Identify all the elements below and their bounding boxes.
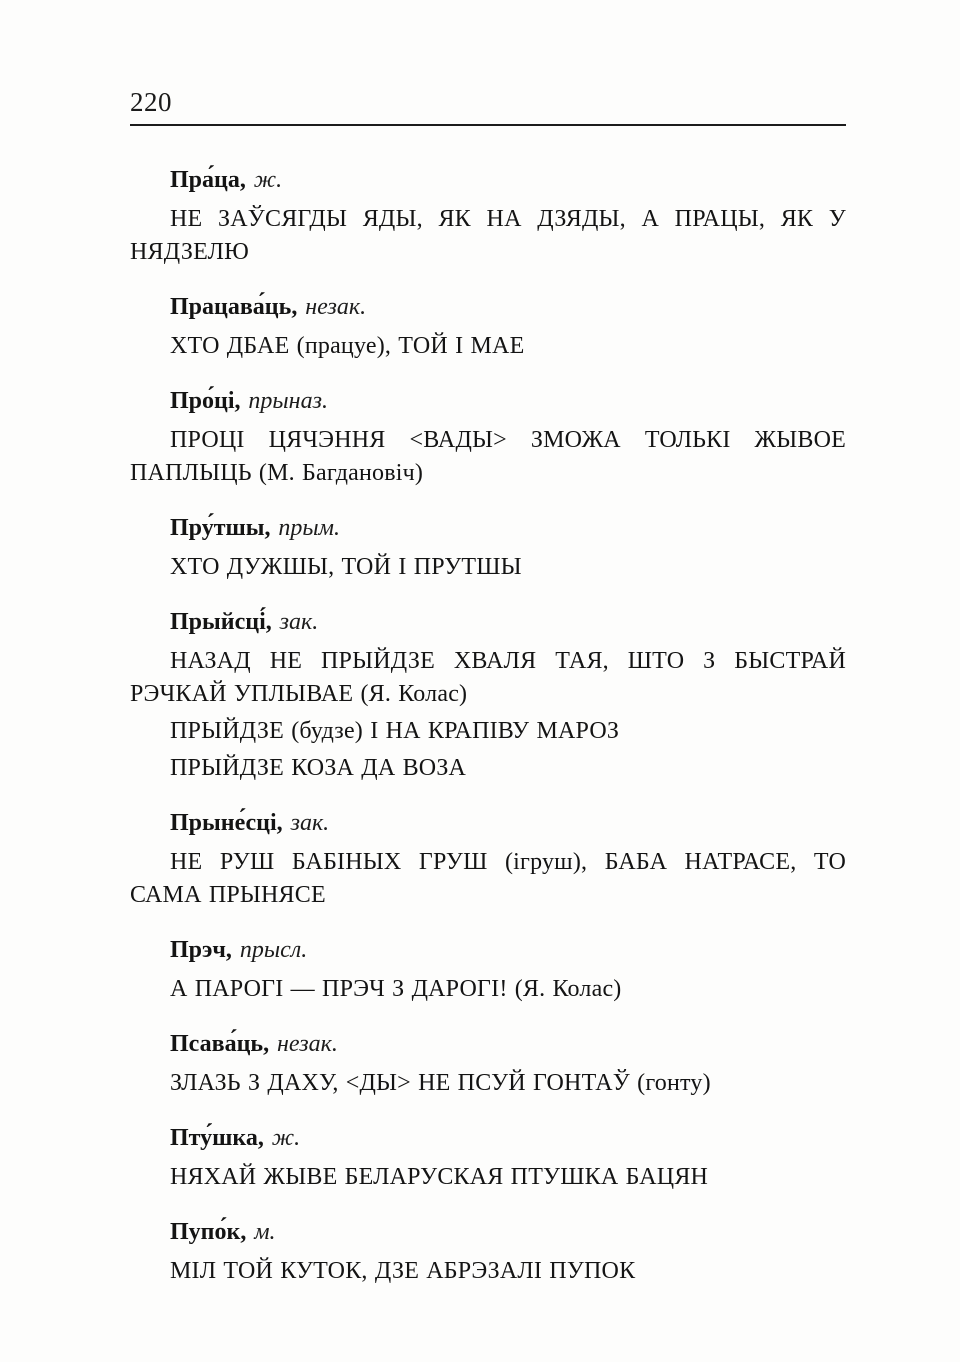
proverb-text: ПРОЦІ ЦЯЧЭННЯ <ВАДЫ> ЗМОЖА ТОЛЬКІ ЖЫВОЕ ПАПЛЫЦЬ (М. Багдановіч) bbox=[130, 426, 846, 486]
proverb-text: МІЛ ТОЙ КУТОК, ДЗЕ АБРЭЗАЛІ ПУПОК bbox=[170, 1257, 636, 1284]
entry-headline bbox=[130, 807, 846, 840]
entry-headline bbox=[130, 512, 846, 545]
dictionary-entry bbox=[130, 807, 846, 912]
entry-pos-label: зак. bbox=[290, 809, 330, 836]
proverb-text: НЕ РУШ БАБІНЫХ ГРУШ (ігруш), БАБА НАТРАСЕ, ТО САМА ПРЫНЯСЕ bbox=[130, 848, 846, 908]
dictionary-entry bbox=[130, 164, 846, 269]
entry-headword: Про́ці, bbox=[170, 387, 241, 414]
entry-headword: Пупо́к, bbox=[170, 1218, 247, 1245]
entry-headline bbox=[130, 1216, 846, 1249]
proverb-text: ХТО ДБАЕ (працуе), ТОЙ І МАЕ bbox=[170, 332, 525, 359]
dictionary-entry bbox=[130, 1028, 846, 1100]
proverb-text: А ПАРОГІ — ПРЭЧ З ДАРОГІ! (Я. Колас) bbox=[170, 975, 622, 1002]
entry-headword: Псава́ць, bbox=[170, 1030, 270, 1057]
entry-pos-label: ж. bbox=[271, 1124, 301, 1151]
entry-headline bbox=[130, 1028, 846, 1061]
page-header bbox=[130, 88, 846, 126]
entry-headword: Пру́тшы, bbox=[170, 514, 271, 541]
entry-pos-label: незак. bbox=[305, 293, 367, 320]
header-rule bbox=[130, 124, 846, 126]
dictionary-entries bbox=[130, 164, 846, 1288]
proverb-text: ПРЫЙДЗЕ (будзе) І НА КРАПІВУ МАРОЗ bbox=[170, 717, 620, 744]
proverb-text: НАЗАД НЕ ПРЫЙДЗЕ ХВАЛЯ ТАЯ, ШТО З БЫСТРАЙ РЭЧКАЙ УПЛЫВАЕ (Я. Колас) bbox=[130, 647, 846, 707]
entry-headline bbox=[130, 291, 846, 324]
entry-headword: Працава́ць, bbox=[170, 293, 298, 320]
entry-headword: Прыне́сці, bbox=[170, 809, 283, 836]
entry-headline bbox=[130, 1122, 846, 1155]
entry-headword: Прэч, bbox=[170, 936, 232, 963]
proverb-text: НЕ ЗАЎСЯГДЫ ЯДЫ, ЯК НА ДЗЯДЫ, А ПРАЦЫ, ЯК У НЯДЗЕЛЮ bbox=[130, 205, 846, 265]
dictionary-entry bbox=[130, 606, 846, 785]
entry-pos-label: ж. bbox=[253, 166, 283, 193]
dictionary-entry bbox=[130, 934, 846, 1006]
proverb-text: ПРЫЙДЗЕ КОЗА ДА ВОЗА bbox=[170, 754, 467, 781]
entry-pos-label: зак. bbox=[279, 608, 319, 635]
dictionary-entry bbox=[130, 385, 846, 490]
entry-headline bbox=[130, 164, 846, 197]
entry-headword: Пра́ца, bbox=[170, 166, 246, 193]
entry-headline bbox=[130, 606, 846, 639]
dictionary-entry bbox=[130, 1122, 846, 1194]
entry-pos-label: прысл. bbox=[239, 936, 308, 963]
page-number: 220 bbox=[130, 87, 172, 117]
entry-pos-label: незак. bbox=[277, 1030, 338, 1057]
dictionary-entry bbox=[130, 512, 846, 584]
dictionary-entry bbox=[130, 291, 846, 363]
entry-headline bbox=[130, 385, 846, 418]
proverb-text: НЯХАЙ ЖЫВЕ БЕЛАРУСКАЯ ПТУШКА БАЦЯН bbox=[170, 1163, 709, 1190]
dictionary-entry bbox=[130, 1216, 846, 1288]
entry-pos-label: прыназ. bbox=[248, 387, 328, 414]
proverb-text: ХТО ДУЖШЫ, ТОЙ І ПРУТШЫ bbox=[170, 553, 522, 580]
entry-pos-label: м. bbox=[254, 1218, 276, 1245]
proverb-text: ЗЛАЗЬ З ДАХУ, <ДЫ> НЕ ПСУЙ ГОНТАЎ (гонту) bbox=[170, 1069, 711, 1096]
entry-headword: Прыйсці́, bbox=[170, 608, 272, 635]
entry-headline bbox=[130, 934, 846, 967]
entry-headword: Пту́шка, bbox=[170, 1124, 264, 1151]
entry-pos-label: прым. bbox=[278, 514, 340, 541]
